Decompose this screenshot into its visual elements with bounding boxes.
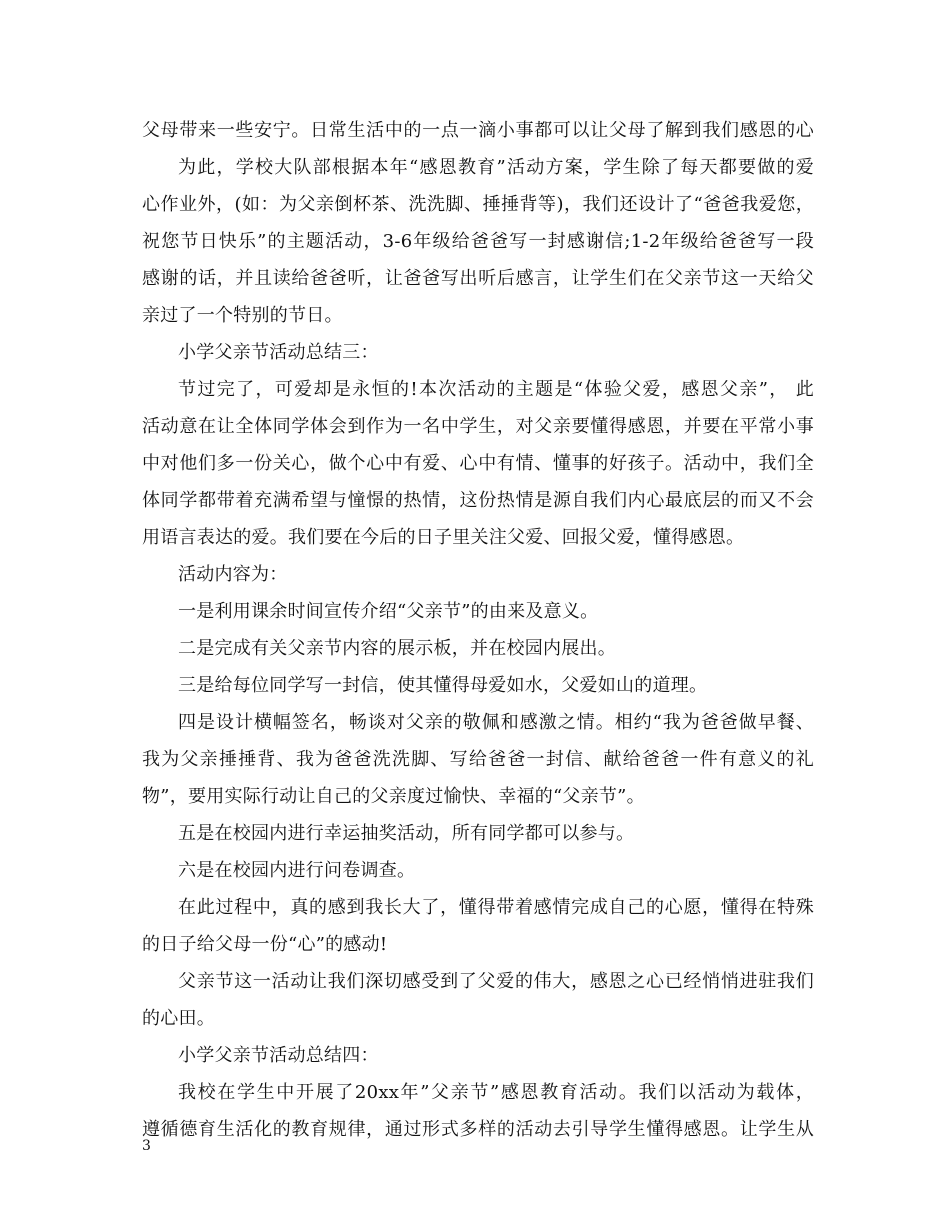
text-line: 祝您节日快乐”的主题活动，3-6年级给爸爸写一封感谢信;1-2年级给爸爸写一段	[142, 231, 814, 252]
text-line: 我为父亲捶捶背、我为爸爸洗洗脚、写给爸爸一封信、献给爸爸一件有意义的礼	[142, 749, 814, 770]
list-heading: 活动内容为：	[178, 564, 288, 585]
text-line: 亲过了一个特别的节日。	[142, 305, 343, 326]
list-item: 五是在校园内进行幸运抽奖活动，所有同学都可以参与。	[178, 823, 635, 844]
text-line: 用语言表达的爱。我们要在今后的日子里关注父爱、回报父爱，懂得感恩。	[142, 527, 745, 548]
page-number: 3	[142, 1138, 151, 1154]
section-heading: 小学父亲节活动总结四：	[178, 1045, 379, 1066]
list-item: 二是完成有关父亲节内容的展示板，并在校园内展出。	[178, 638, 616, 659]
text-line: 的心田。	[142, 1008, 215, 1029]
list-item: 一是利用课余时间宣传介绍“父亲节”的由来及意义。	[178, 601, 599, 622]
list-item: 四是设计横幅签名，畅谈对父亲的敬佩和感激之情。相约“我为爸爸做早餐、	[178, 712, 814, 733]
text-line: 活动意在让全体同学体会到作为一名中学生，对父亲要懂得感恩，并要在平常小事	[142, 416, 814, 437]
section-heading: 小学父亲节活动总结三：	[178, 342, 379, 363]
text-line: 遵循德育生活化的教育规律，通过形式多样的活动去引导学生懂得感恩。让学生从	[142, 1119, 814, 1140]
paragraph-first-line: 为此，学校大队部根据本年“感恩教育”活动方案，学生除了每天都要做的爱	[178, 157, 814, 178]
text-line: 物”，要用实际行动让自己的父亲度过愉快、幸福的“父亲节”。	[142, 786, 645, 807]
paragraph-first-line: 我校在学生中开展了20xx年”父亲节”感恩教育活动。我们以活动为载体，	[178, 1082, 814, 1103]
list-item: 六是在校园内进行问卷调查。	[178, 860, 416, 881]
text-line: 感谢的话，并且读给爸爸听，让爸爸写出听后感言，让学生们在父亲节这一天给父	[142, 268, 814, 289]
text-line: 体同学都带着充满希望与憧憬的热情，这份热情是源自我们内心最底层的而又不会	[142, 490, 814, 511]
text-line: 心作业外，(如：为父亲倒杯茶、洗洗脚、捶捶背等)，我们还设计了“爸爸我爱您，	[142, 194, 814, 215]
list-item: 三是给每位同学写一封信，使其懂得母爱如水，父爱如山的道理。	[178, 675, 708, 696]
paragraph-first-line: 父亲节这一活动让我们深切感受到了父爱的伟大，感恩之心已经悄悄进驻我们	[178, 971, 814, 992]
text-line: 父母带来一些安宁。日常生活中的一点一滴小事都可以让父母了解到我们感恩的心	[142, 120, 814, 141]
paragraph-first-line: 节过完了，可爱却是永恒的!本次活动的主题是“体验父爱，感恩父亲”， 此	[178, 379, 814, 400]
document-body	[142, 112, 814, 1148]
text-line: 的日子给父母一份“心”的感动!	[142, 934, 388, 955]
paragraph-first-line: 在此过程中，真的感到我长大了，懂得带着感情完成自己的心愿，懂得在特殊	[178, 897, 814, 918]
text-line: 中对他们多一份关心，做个心中有爱、心中有情、懂事的好孩子。活动中，我们全	[142, 453, 814, 474]
